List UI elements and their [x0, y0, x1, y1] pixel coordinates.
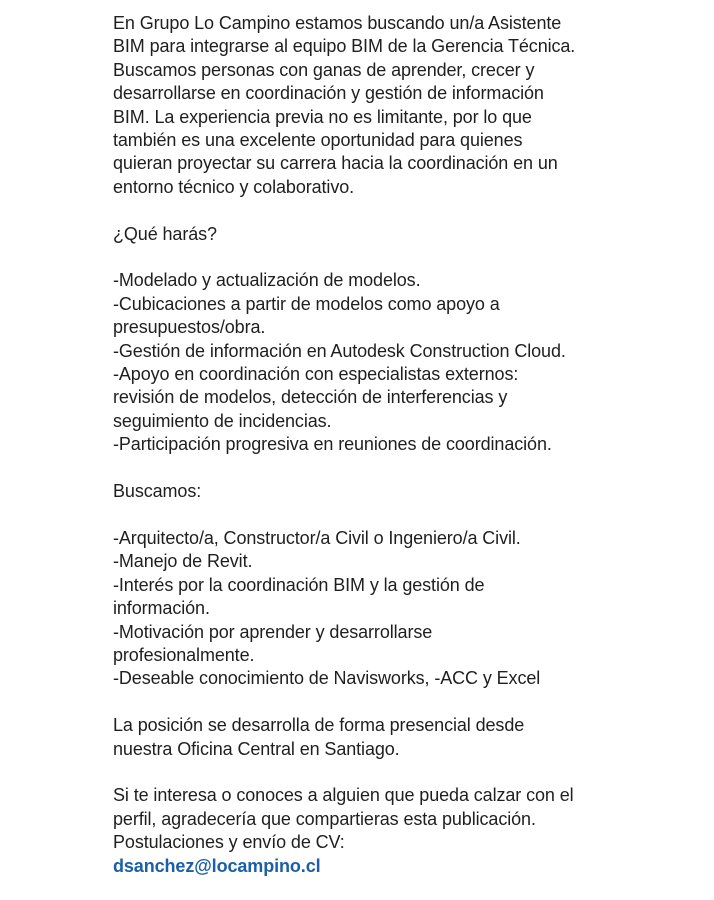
tasks-heading: ¿Qué harás?: [113, 223, 217, 244]
task-line: seguimiento de incidencias.: [113, 410, 332, 431]
intro-paragraph: [113, 12, 703, 199]
intro-line: quieran proyectar su carrera hacia la coordinación en un: [113, 153, 558, 174]
task-line: -Gestión de información en Autodesk Construction Cloud.: [113, 340, 566, 361]
location-line: La posición se desarrolla de forma presencial desde: [113, 715, 525, 736]
closing-paragraph: [113, 784, 703, 878]
requirements-list: [113, 527, 703, 691]
paragraph-gap: [113, 691, 703, 714]
requirement-line: -Deseable conocimiento de Navisworks, -ACC y Excel: [113, 668, 541, 689]
requirement-line: -Manejo de Revit.: [113, 551, 253, 572]
paragraph-gap: [113, 246, 703, 269]
closing-line: perfil, agradecería que compartieras esta publicación.: [113, 808, 536, 829]
requirement-line: profesionalmente.: [113, 644, 255, 665]
task-line: -Cubicaciones a partir de modelos como apoyo a: [113, 293, 500, 314]
tasks-list: [113, 269, 703, 456]
task-line: -Apoyo en coordinación con especialistas externos:: [113, 364, 519, 385]
intro-line: también es una excelente oportunidad para quienes: [113, 130, 523, 151]
intro-line: BIM para integrarse al equipo BIM de la Gerencia Técnica.: [113, 36, 576, 57]
job-post-body: [113, 12, 703, 878]
location-line: nuestra Oficina Central en Santiago.: [113, 738, 400, 759]
intro-line: BIM. La experiencia previa no es limitante, por lo que: [113, 106, 532, 127]
paragraph-gap: [113, 457, 703, 480]
location-paragraph: [113, 714, 703, 761]
intro-line: En Grupo Lo Campino estamos buscando un/a Asistente: [113, 13, 562, 33]
task-line: -Participación progresiva en reuniones de coordinación.: [113, 434, 552, 455]
paragraph-gap: [113, 199, 703, 222]
paragraph-gap: [113, 503, 703, 526]
intro-line: Buscamos personas con ganas de aprender, crecer y: [113, 59, 535, 80]
closing-line: Postulaciones y envío de CV:: [113, 832, 345, 853]
task-line: revisión de modelos, detección de interferencias y: [113, 387, 508, 408]
intro-line: desarrollarse en coordinación y gestión de información: [113, 83, 544, 104]
contact-line: [113, 855, 703, 878]
requirements-heading: Buscamos:: [113, 481, 202, 502]
task-line: -Modelado y actualización de modelos.: [113, 270, 421, 291]
closing-line: Si te interesa o conoces a alguien que pueda calzar con el: [113, 785, 574, 806]
requirement-line: -Interés por la coordinación BIM y la gestión de: [113, 574, 485, 595]
requirement-line: información.: [113, 598, 210, 619]
contact-email-link[interactable]: dsanchez@locampino.cl: [113, 855, 321, 876]
task-line: presupuestos/obra.: [113, 317, 266, 338]
requirement-line: -Motivación por aprender y desarrollarse: [113, 621, 433, 642]
requirement-line: -Arquitecto/a, Constructor/a Civil o Ingeniero/a Civil.: [113, 527, 521, 548]
intro-line: entorno técnico y colaborativo.: [113, 176, 355, 197]
paragraph-gap: [113, 761, 703, 784]
